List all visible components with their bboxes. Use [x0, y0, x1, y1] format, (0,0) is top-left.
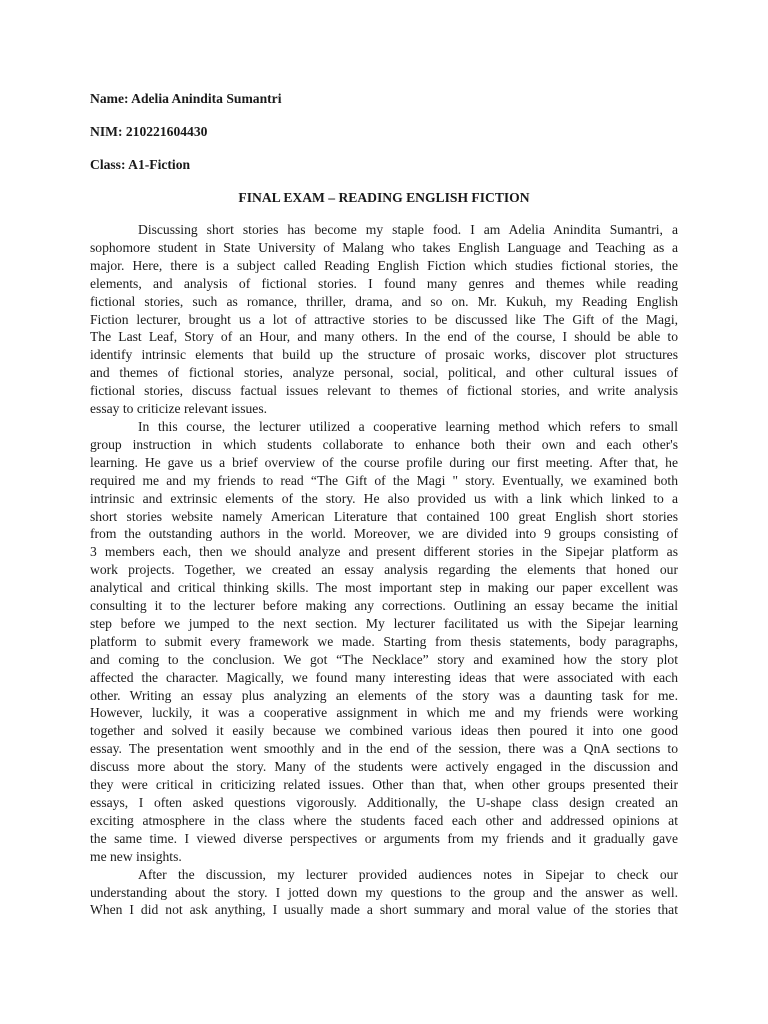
- paragraph-line: After the discussion, my lecturer provided audiences notes in Sipejar to check our: [138, 866, 678, 882]
- paragraph-line: fictional stories, discuss factual issues relevant to themes of fictional stories, and write analysis: [90, 383, 678, 399]
- paragraph-line: 3 members each, then we should analyze and present different stories in the Sipejar platform as: [90, 544, 678, 560]
- student-nim: NIM: 210221604430: [90, 124, 208, 139]
- paragraph-line: required me and my friends to read “The Gift of the Magi " story. Eventually, we examined both: [90, 472, 678, 488]
- essay-paragraph: [90, 221, 678, 418]
- paragraph-line: identify intrinsic elements that build up the structure of prosaic works, discover plot structures: [90, 347, 678, 363]
- essay-paragraph: [90, 418, 678, 866]
- student-class: Class: A1-Fiction: [90, 157, 191, 172]
- paragraph-line: sophomore student in State University of Malang who takes English Language and Teaching as a: [90, 239, 678, 255]
- paragraph-line: fictional stories, such as romance, thriller, drama, and so on. Mr. Kukuh, my Reading English: [90, 293, 678, 309]
- paragraph-line: group instruction in which students collaborate to enhance both their own and each other's: [90, 436, 678, 452]
- paragraph-line: analytical and critical thinking skills. The most important step in making our paper excellent was: [90, 580, 678, 596]
- paragraph-line: the same time. I viewed diverse perspectives or arguments from my friends and it gradually gave: [90, 830, 678, 846]
- paragraph-line: essays, I often asked questions vigorously. Additionally, the U-shape class design created an: [90, 795, 678, 810]
- paragraph-line: Discussing short stories has become my staple food. I am Adelia Anindita Sumantri, a: [138, 222, 678, 237]
- paragraph-line: understanding about the story. I jotted down my questions to the group and the answer as well.: [90, 884, 678, 900]
- paragraph-line: intrinsic and extrinsic elements of the story. He also provided us with a link which linked to a: [90, 490, 678, 506]
- paragraph-line: affected the character. Magically, we found many interesting ideas that were associated with each: [90, 669, 678, 685]
- paragraph-line: from the outstanding authors in the world. Moreover, we are divided into 9 groups consisting of: [90, 526, 678, 542]
- paragraph-line: platform to submit every framework we made. Starting from thesis statements, body paragraphs,: [90, 633, 678, 649]
- paragraph-line: together and solved it easily because we combined various ideas then poured it into one good: [90, 723, 678, 739]
- paragraph-line: However, luckily, it was a cooperative assignment in which me and my friends were working: [90, 705, 678, 721]
- paragraph-line: and themes of fictional stories, analyze personal, social, political, and other cultural issues of: [90, 365, 678, 381]
- paragraph-line: In this course, the lecturer utilized a cooperative learning method which refers to small: [138, 418, 678, 434]
- paragraph-line: step before we jumped to the next section. My lecturer facilitated us with the Sipejar learning: [90, 615, 678, 631]
- paragraph-line: essay to criticize relevant issues.: [90, 401, 268, 417]
- paragraph-line: discuss more about the story. Many of the students were actively engaged in the discussion and: [90, 759, 678, 775]
- essay-paragraphs: [90, 221, 678, 919]
- paragraph-line: The Last Leaf, Story of an Hour, and many others. In the end of the course, I should be able to: [90, 329, 678, 345]
- paragraph-line: consulting it to the lecturer before making any corrections. Outlining an essay became the initial: [90, 598, 678, 614]
- student-name: Name: Adelia Anindita Sumantri: [90, 91, 282, 106]
- paragraph-line: short stories website namely American Literature that contained 100 great English short stories: [90, 508, 678, 524]
- document-body: [90, 91, 678, 919]
- paragraph-line: other. Writing an essay plus analyzing an elements of the story was a daunting task for me.: [90, 687, 678, 703]
- exam-title: FINAL EXAM – READING ENGLISH FICTION: [238, 190, 530, 205]
- essay-paragraph: [90, 866, 678, 920]
- paragraph-line: major. Here, there is a subject called Reading English Fiction which studies fictional stories, the: [90, 257, 678, 273]
- paragraph-line: essay. The presentation went smoothly and in the end of the session, there was a QnA sections to: [90, 741, 678, 757]
- paragraph-line: and coming to the conclusion. We got “The Necklace” story and examined how the story plot: [90, 651, 678, 667]
- paragraph-line: Fiction lecturer, brought us a lot of attractive stories to be discussed like The Gift of the Magi,: [90, 311, 678, 327]
- paragraph-line: learning. He gave us a brief overview of the course profile during our first meeting. After that, he: [90, 454, 678, 470]
- paragraph-line: When I did not ask anything, I usually made a short summary and moral value of the stories that: [90, 902, 678, 918]
- paragraph-line: exciting atmosphere in the class where the students faced each other and addressed opinions at: [90, 812, 678, 828]
- paragraph-line: work projects. Together, we created an essay analysis regarding the elements that honed our: [90, 562, 678, 578]
- paragraph-line: elements, and analysis of fictional stories. I found many genres and themes while reading: [90, 275, 678, 291]
- paragraph-line: me new insights.: [90, 848, 182, 864]
- paragraph-line: they were critical in criticizing related issues. Other than that, when other groups presented their: [90, 777, 678, 793]
